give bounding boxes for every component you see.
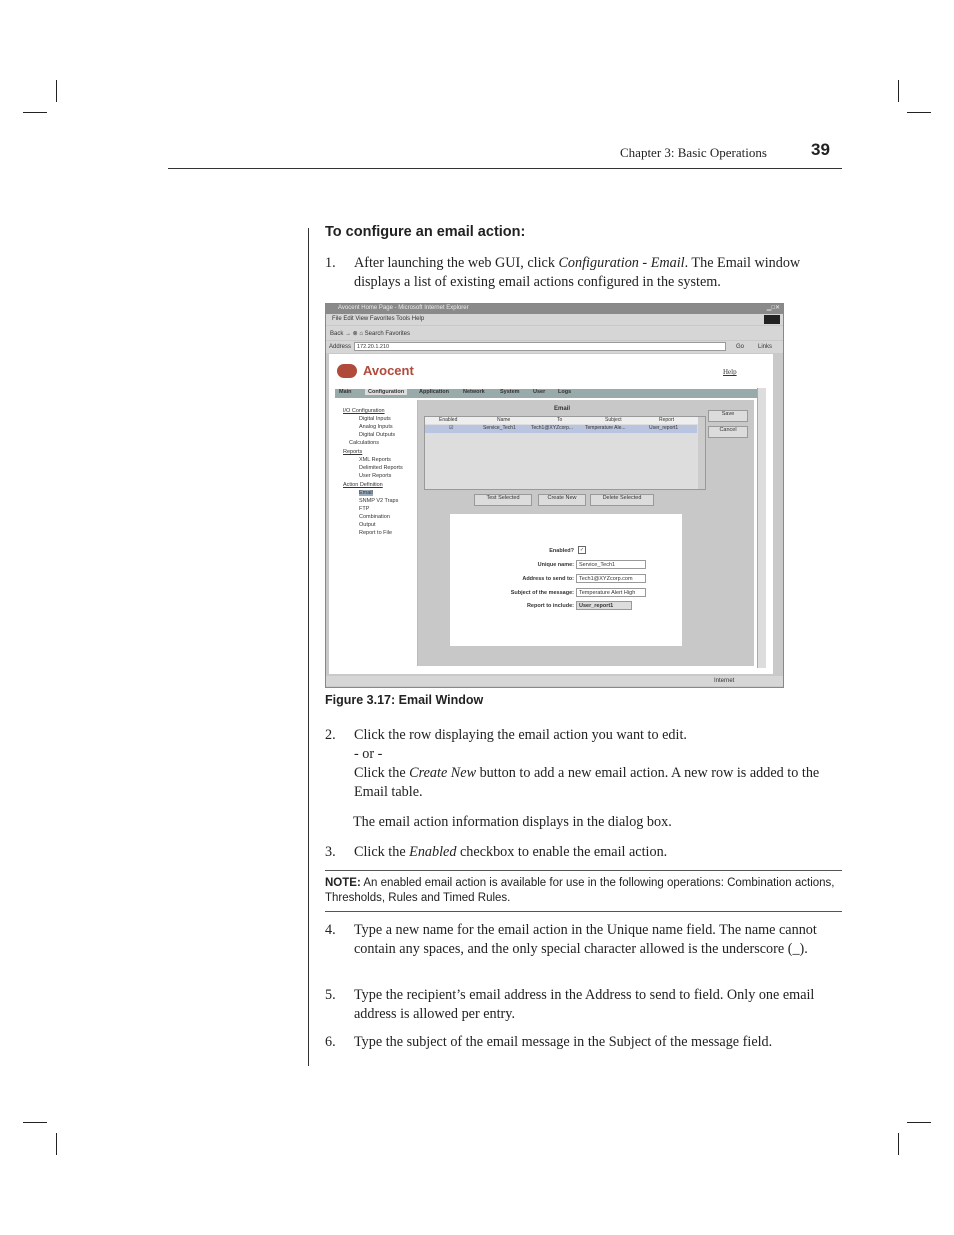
crop-mark	[56, 80, 57, 102]
status-zone: Internet	[714, 678, 735, 684]
col-name: Name	[497, 417, 511, 423]
chapter-title: Chapter 3: Basic Operations	[620, 145, 767, 160]
logo-text: Avocent	[363, 363, 414, 378]
enabled-checkbox[interactable]: ✓	[579, 547, 585, 553]
table-scrollbar[interactable]	[698, 417, 705, 489]
tab-user[interactable]: User	[533, 389, 546, 395]
tree-item-snmp-traps[interactable]: SNMP V2 Traps	[359, 498, 399, 504]
step-number: 1.	[325, 255, 336, 271]
tree-item-action-definition[interactable]: Action Definition	[343, 482, 383, 488]
step-text: Type the recipient’s email address in the Address to send to field. Only one email address is allowed per entry.	[354, 987, 815, 1022]
tree-item-user-reports[interactable]: User Reports	[359, 473, 392, 479]
note-label: NOTE:	[325, 877, 361, 889]
report-select[interactable]: User_report1	[576, 601, 632, 610]
tree-item-combination[interactable]: Combination	[359, 514, 390, 520]
step-text: Type the subject of the email message in the Subject of the message field.	[354, 1034, 773, 1050]
tree-item-analog-inputs[interactable]: Analog Inputs	[359, 424, 393, 430]
config-tree	[335, 400, 418, 666]
menu-bar	[326, 314, 783, 325]
window-titlebar	[326, 304, 783, 314]
text-part: checkbox to enable the email action.	[456, 844, 668, 860]
avocent-logo-icon	[337, 364, 357, 378]
cell-to: Tech1@XYZcorp...	[531, 425, 574, 431]
nav-tabs	[335, 389, 765, 398]
go-button[interactable]: Go	[736, 344, 745, 350]
cancel-button[interactable]: Cancel	[708, 426, 748, 438]
enabled-label: Enabled?	[549, 548, 574, 554]
tree-item-delimited-reports[interactable]: Delimited Reports	[359, 465, 403, 471]
step-number: 4.	[325, 922, 336, 938]
step-text: Type a new name for the email action in the Unique name field. The name cannot contain any spaces, and the only special character allowed is the underscore (_).	[354, 922, 817, 957]
emphasis: Create New	[409, 765, 477, 781]
cell-report: User_report1	[649, 425, 679, 431]
text-part: Click the	[354, 844, 410, 860]
cell-subject: Temperature Ale...	[585, 425, 626, 431]
tab-configuration[interactable]: Configuration	[365, 389, 407, 395]
test-selected-button[interactable]: Test Selected	[474, 494, 532, 506]
section-heading: To configure an email action:	[325, 224, 526, 240]
step-2	[325, 726, 845, 806]
note-text: An enabled email action is available for use in the following operations: Combination actions, Thresholds, Rules and Timed Rules.	[325, 877, 835, 904]
emphasis: Configuration - Email	[558, 255, 685, 271]
tab-main[interactable]: Main	[339, 389, 352, 395]
step-text: Click the row displaying the email action you want to edit.	[354, 727, 687, 743]
unique-name-field[interactable]: Service_Tech1	[576, 560, 646, 569]
crop-mark	[56, 1133, 57, 1155]
browser-toolbar	[326, 326, 783, 340]
links-button[interactable]: Links	[758, 344, 773, 350]
note-rule-top	[325, 870, 842, 871]
help-link[interactable]: Help	[723, 368, 737, 376]
web-page	[329, 354, 773, 674]
col-to: To	[557, 417, 563, 423]
window-controls-icon[interactable]: ▁□✕	[766, 305, 780, 311]
text-part: Click the	[354, 765, 410, 781]
report-label: Report to include:	[526, 603, 574, 609]
tree-item-email[interactable]: Email	[359, 490, 373, 496]
subject-field[interactable]: Temperature Alert High	[576, 588, 646, 597]
note-rule-bottom	[325, 911, 842, 912]
table-header	[425, 417, 705, 424]
col-enabled: Enabled	[439, 417, 458, 423]
save-button[interactable]: Save	[708, 410, 748, 422]
crop-mark	[898, 1133, 899, 1155]
tree-item-ftp[interactable]: FTP	[359, 506, 370, 512]
cell-name: Service_Tech1	[483, 425, 516, 431]
figure-caption: Figure 3.17: Email Window	[325, 693, 484, 707]
page-number: 39	[811, 140, 830, 159]
crop-mark	[23, 1122, 47, 1123]
col-report: Report	[659, 417, 675, 423]
table-row[interactable]	[425, 425, 697, 433]
note	[325, 876, 842, 906]
tree-item-output[interactable]: Output	[359, 522, 376, 528]
email-window-screenshot	[325, 303, 784, 688]
table-title: Email	[554, 406, 571, 412]
header-rule	[168, 168, 842, 169]
col-subject: Subject	[605, 417, 622, 423]
text-part: After launching the web GUI, click	[354, 255, 559, 271]
tree-item-io-configuration[interactable]: I/O Configuration	[343, 408, 385, 414]
step-text	[354, 764, 844, 802]
margin-rule	[308, 228, 309, 1066]
toolbar-buttons[interactable]: Back → ⊗ ⌂ Search Favorites	[330, 331, 411, 337]
step-number: 2.	[325, 727, 336, 743]
email-dialog	[450, 514, 682, 646]
email-table	[424, 416, 706, 490]
address-to-field[interactable]: Tech1@XYZcorp.com	[576, 574, 646, 583]
step-number: 6.	[325, 1034, 336, 1050]
create-new-button[interactable]: Create New	[538, 494, 586, 506]
text-part: button to add a new email action. A new row is added to the Email table.	[354, 765, 820, 800]
subject-label: Subject of the message:	[510, 590, 574, 596]
tree-item-calculations[interactable]: Calculations	[349, 440, 379, 446]
tree-item-digital-outputs[interactable]: Digital Outputs	[359, 432, 396, 438]
address-bar	[326, 341, 783, 353]
tree-item-report-to-file[interactable]: Report to File	[359, 530, 393, 536]
step-number: 3.	[325, 844, 336, 860]
tab-logs[interactable]: Logs	[558, 389, 572, 395]
address-input[interactable]: 172.20.1.210	[354, 342, 726, 351]
cell-enabled[interactable]: ☑	[449, 425, 454, 431]
tab-network[interactable]: Network	[463, 389, 485, 395]
tree-item-digital-inputs[interactable]: Digital Inputs	[359, 416, 391, 422]
crop-mark	[907, 1122, 931, 1123]
tab-system[interactable]: System	[500, 389, 520, 395]
step-text	[354, 843, 844, 862]
delete-selected-button[interactable]: Delete Selected	[590, 494, 654, 506]
step-2-result: The email action information displays in the dialog box.	[353, 814, 672, 830]
text-part: . The Email window displays a list of existing email actions configured in the system.	[354, 255, 801, 290]
ie-logo-icon	[764, 315, 780, 324]
crop-mark	[23, 112, 47, 113]
step-or: - or -	[354, 746, 383, 762]
emphasis: Enabled	[409, 844, 457, 860]
tab-application[interactable]: Application	[419, 389, 449, 395]
page-scrollbar[interactable]	[757, 388, 766, 668]
address-label: Address	[329, 344, 352, 350]
step-number: 5.	[325, 987, 336, 1003]
status-bar	[326, 676, 783, 686]
content-panel	[418, 400, 754, 666]
window-title: Avocent Home Page - Microsoft Internet Explorer	[338, 305, 469, 311]
tree-item-reports[interactable]: Reports	[343, 449, 363, 455]
crop-mark	[898, 80, 899, 102]
crop-mark	[907, 112, 931, 113]
step-text	[354, 254, 844, 292]
menu-items[interactable]: File Edit View Favorites Tools Help	[332, 316, 425, 322]
address-to-label: Address to send to:	[522, 576, 574, 582]
unique-name-label: Unique name:	[537, 562, 574, 568]
tree-item-xml-reports[interactable]: XML Reports	[359, 457, 391, 463]
